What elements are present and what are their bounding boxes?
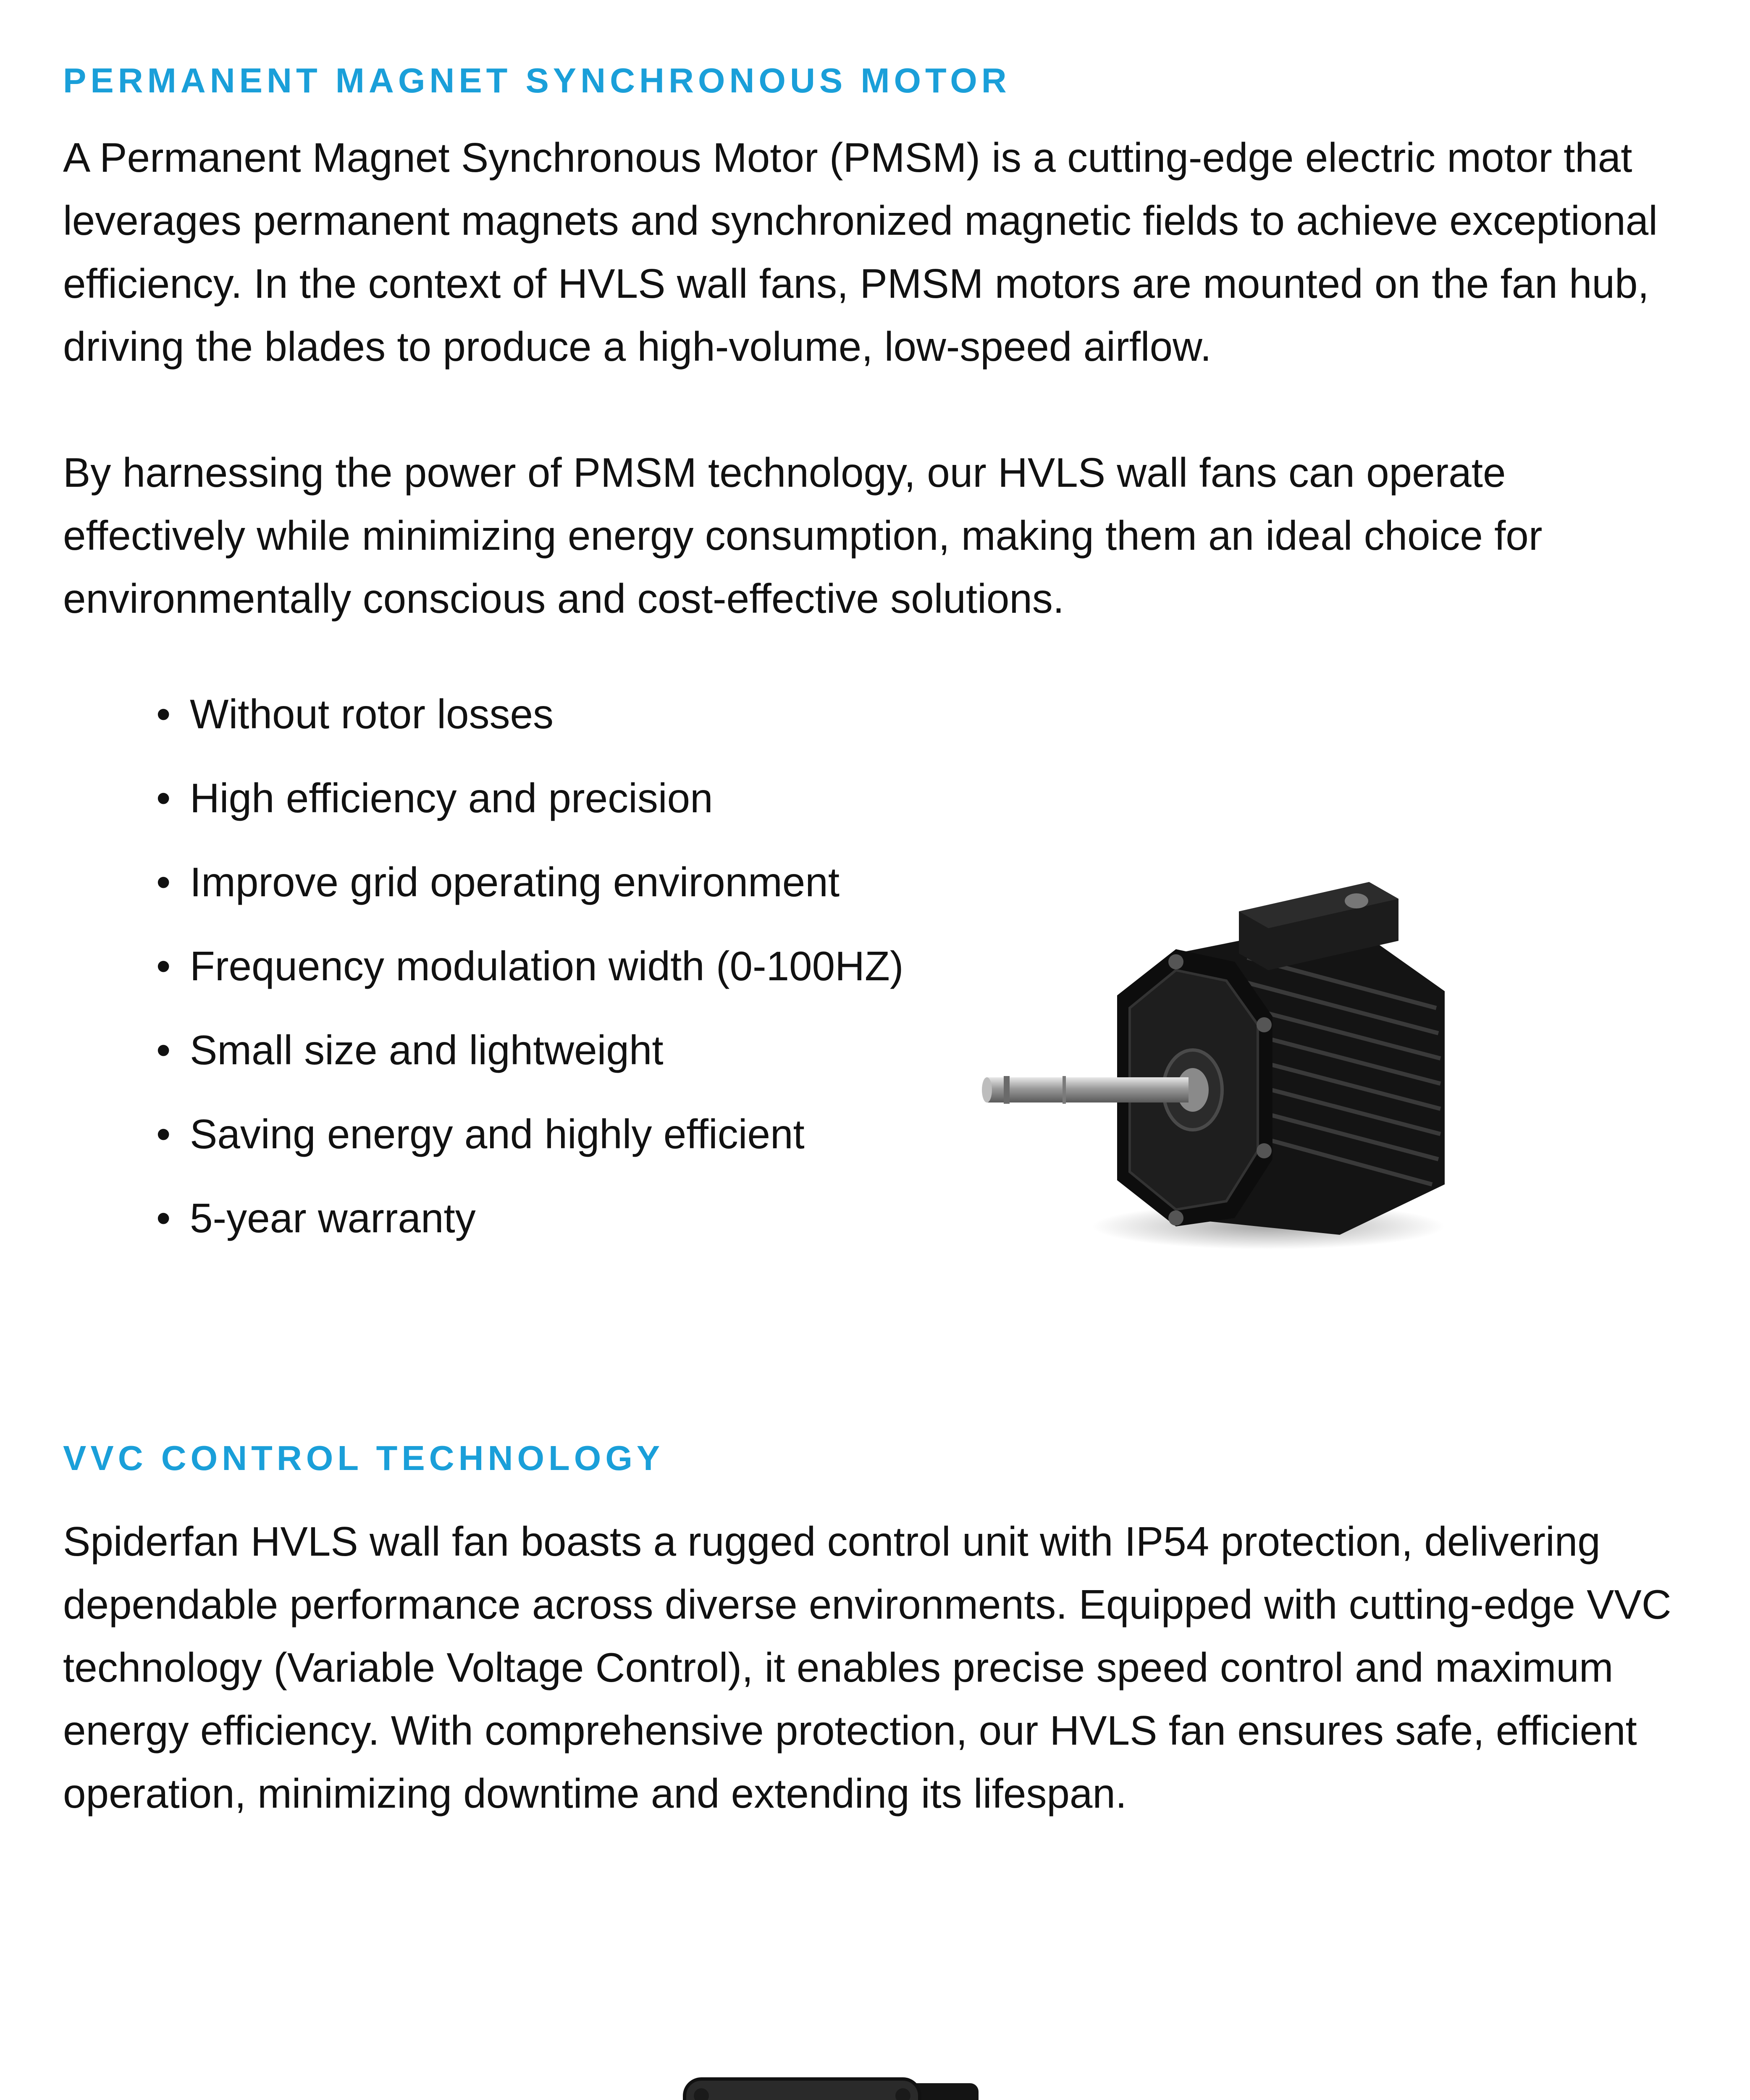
feature-list	[156, 672, 903, 1260]
feature-item: • Small size and lightweight	[156, 1008, 903, 1092]
feature-item: • High efficiency and precision	[156, 756, 903, 840]
feature-item: • Improve grid operating environment	[156, 840, 903, 924]
pmsm-paragraph-1: A Permanent Magnet Synchronous Motor (PMSM) is a cutting-edge electric motor that leverages permanent magnets and synchronized magnetic fields to achieve exceptional efficiency. In the context of HVLS wall fans, PMSM motors are mounted on the fan hub, driving the blades to produce a high-volume, low-speed airflow.	[63, 134, 1658, 370]
feature-item: • Saving energy and highly efficient	[156, 1092, 903, 1176]
vvc-paragraph: Spiderfan HVLS wall fan boasts a rugged control unit with IP54 protection, delivering dependable performance across diverse environments. Equipped with cutting-edge VVC technology (Variable Voltage Control), it enables precise speed control and maximum energy efficiency. With comprehensive protection, our HVLS fan ensures safe, efficient operation, minimizing downtime and extending its lifespan.	[63, 1518, 1671, 1816]
pmsm-motor-image	[979, 857, 1461, 1260]
pmsm-heading: PERMANENT MAGNET SYNCHRONOUS MOTOR	[63, 61, 1011, 100]
feature-item: • Without rotor losses	[156, 672, 903, 756]
controller-drawing	[680, 2075, 983, 2100]
feature-item: • 5-year warranty	[156, 1176, 903, 1260]
feature-item: • Frequency modulation width (0-100HZ)	[156, 924, 903, 1008]
vvc-heading: VVC CONTROL TECHNOLOGY	[63, 1438, 664, 1478]
pmsm-paragraph-2: By harnessing the power of PMSM technology, our HVLS wall fans can operate effectively while minimizing energy consumption, making them an ideal choice for environmentally conscious and cost-effective solutions.	[63, 449, 1543, 622]
